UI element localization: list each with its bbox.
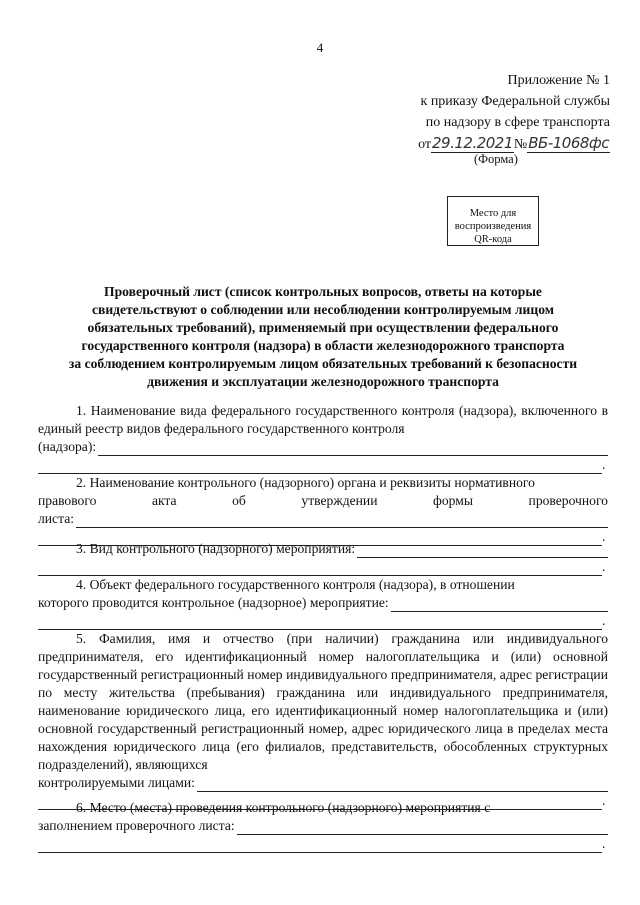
item-2-tail: листа: bbox=[38, 511, 75, 526]
title-line: Проверочный лист (список контрольных вопросов, ответы на которые bbox=[104, 284, 542, 299]
item-2-field[interactable] bbox=[76, 514, 608, 528]
qr-text-1: Место для bbox=[469, 208, 517, 219]
number-sign: № bbox=[513, 137, 528, 152]
item-4 bbox=[38, 576, 608, 630]
item-1 bbox=[38, 402, 608, 474]
date-prefix: от bbox=[418, 137, 431, 152]
word: правового bbox=[38, 493, 97, 508]
title-line: государственного контроля (надзора) в области железнодорожного транспорта bbox=[81, 338, 565, 353]
item-2-line-1: 2. Наименование контрольного (надзорного) органа и реквизиты нормативного bbox=[76, 475, 535, 490]
item-6 bbox=[38, 799, 608, 853]
document-title bbox=[38, 283, 608, 391]
end-mark: . bbox=[602, 613, 606, 628]
handwritten-order-number: ВБ-1068фс bbox=[528, 134, 609, 152]
item-5-tail: контролируемыми лицами: bbox=[38, 775, 195, 790]
item-5 bbox=[38, 630, 608, 810]
item-2-words bbox=[38, 492, 608, 510]
end-mark: . bbox=[602, 836, 606, 851]
item-2 bbox=[38, 474, 608, 546]
item-5-text: 5. Фамилия, имя и отчество (при наличии) гражданина или индивидуального предпринимателя, его идентификационный номер налогоплательщика и (или) основной государственный регистрационный номер индивидуального предпринимателя, адрес регистрации по месту жительства (пребывания) гражданина или индивидуального предпринимателя, наименование юридического лица, его идентификационный номер налогоплательщика и (или) основной государственный регистрационный номер, адрес юридического лица в пределах места нахождения юридического лица (его филиалов, представительств, обособленных структурных подразделений), являющихся bbox=[38, 631, 608, 772]
item-6-field-line-2[interactable] bbox=[38, 839, 602, 853]
title-line: обязательных требований), применяемый при осуществлении федерального bbox=[87, 320, 559, 335]
item-5-field[interactable] bbox=[197, 778, 608, 792]
end-mark: . bbox=[602, 529, 606, 544]
appendix-block bbox=[418, 70, 610, 155]
item-1-field[interactable] bbox=[98, 442, 608, 456]
word: формы bbox=[433, 493, 473, 508]
page-number: 4 bbox=[316, 40, 324, 55]
word: проверочного bbox=[528, 493, 608, 508]
item-3 bbox=[38, 540, 608, 576]
end-mark: . bbox=[602, 559, 606, 574]
appendix-line-1: Приложение № 1 bbox=[507, 73, 610, 88]
qr-code-placeholder bbox=[447, 196, 539, 246]
item-4-field[interactable] bbox=[391, 598, 608, 612]
word: утверждении bbox=[301, 493, 378, 508]
item-1-field-line-2[interactable] bbox=[38, 460, 602, 474]
appendix-line-3: по надзору в сфере транспорта bbox=[425, 115, 610, 130]
item-6-tail: заполнением проверочного листа: bbox=[38, 818, 235, 833]
item-3-label: 3. Вид контрольного (надзорного) мероприятия: bbox=[76, 541, 356, 556]
item-3-field[interactable] bbox=[357, 544, 608, 558]
item-3-field-line-2[interactable] bbox=[38, 562, 602, 576]
qr-text-3: QR-кода bbox=[474, 234, 512, 245]
qr-text-2: воспроизведения bbox=[454, 221, 532, 232]
handwritten-date: 29.12.2021 bbox=[432, 134, 513, 152]
item-4-tail: которого проводится контрольное (надзорное) мероприятие: bbox=[38, 595, 389, 610]
item-4-field-line-2[interactable] bbox=[38, 616, 602, 630]
appendix-line-2: к приказу Федеральной службы bbox=[420, 94, 610, 109]
title-line: свидетельствуют о соблюдении или несоблюдении контролируемым лицом bbox=[91, 302, 555, 317]
title-line: движения и эксплуатации железнодорожного транспорта bbox=[147, 374, 499, 389]
item-6-text: 6. Место (места) проведения контрольного (надзорного) мероприятия с bbox=[76, 800, 491, 815]
end-mark: . bbox=[602, 457, 606, 472]
word: акта bbox=[151, 493, 177, 508]
end-mark: . bbox=[602, 793, 606, 808]
word: об bbox=[232, 493, 246, 508]
item-1-tail: (надзора): bbox=[38, 439, 97, 454]
item-4-text: 4. Объект федерального государственного контроля (надзора), в отношении bbox=[76, 577, 515, 592]
item-1-text: 1. Наименование вида федерального государственного контроля (надзора), включенного в единый реестр видов федерального государственного контроля bbox=[38, 403, 608, 436]
title-line: за соблюдением контролируемым лицом обязательных требований к безопасности bbox=[68, 356, 578, 371]
form-label: (Форма) bbox=[474, 152, 518, 166]
item-6-field[interactable] bbox=[237, 821, 608, 835]
